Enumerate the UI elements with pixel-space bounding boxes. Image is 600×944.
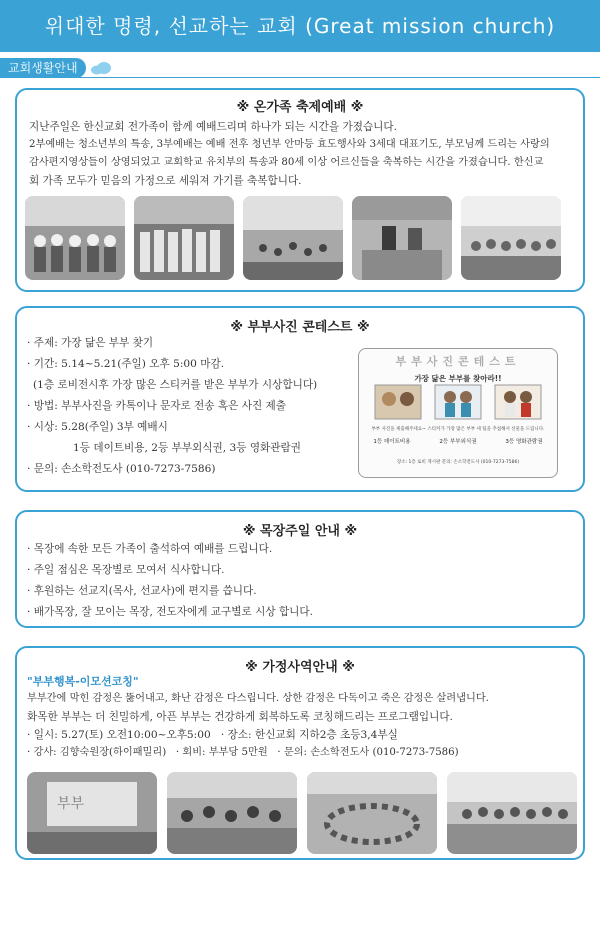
ministry-line: 화목한 부부는 더 친밀하게, 아픈 부부는 건강하게 회복하도록 코칭해드리는 프로그램입니다. bbox=[27, 711, 453, 723]
contest-contact: · 문의: 손소학전도사 (010-7273-7586) bbox=[27, 463, 216, 475]
couple-contest-title: ※ 부부사진 콘테스트 ※ bbox=[230, 320, 370, 335]
festival-photo-3 bbox=[243, 196, 343, 280]
ministry-photo-2 bbox=[167, 772, 297, 854]
festival-paragraph: 회 가족 모두가 믿음의 가정으로 세워져 가기를 축복합니다. bbox=[29, 175, 302, 187]
banner-title: 위대한 명령, 선교하는 교회 (Great mission church) bbox=[44, 14, 556, 38]
section-tag bbox=[0, 58, 112, 78]
cell-item: · 후원하는 선교지(목사, 선교사)에 편지를 씁니다. bbox=[27, 585, 257, 597]
contest-period: · 기간: 5.14~5.21(주일) 오후 5:00 마감. bbox=[27, 358, 225, 370]
contest-topic: · 주제: 가장 닮은 부부 찾기 bbox=[27, 337, 154, 349]
poster-prize-2: 2등 부부외식권 bbox=[439, 439, 477, 445]
contest-period-note: (1층 로비전시후 가장 많은 스티커를 받은 부부가 시상합니다) bbox=[33, 379, 318, 391]
cell-sunday-title: ※ 목장주일 안내 ※ bbox=[242, 524, 358, 539]
festival-photo-2 bbox=[134, 196, 234, 280]
cell-sunday-box bbox=[15, 510, 585, 628]
contest-prizes: 1등 데이트비용, 2등 부부외식권, 3등 영화관람권 bbox=[73, 442, 301, 454]
cell-item: · 배가목장, 잘 모이는 목장, 전도자에게 교구별로 시상 합니다. bbox=[27, 606, 314, 618]
festival-photo-4 bbox=[352, 196, 452, 280]
poster-subtitle: 가장 닮은 부부를 찾아라!! bbox=[414, 374, 502, 383]
ministry-photo-3 bbox=[307, 772, 437, 854]
poster-prizes bbox=[359, 437, 557, 445]
poster-description: 부부 사진을 제출해주세요~ 스티커가 가장 많은 부부 세 팀을 추첨해서 선물을 드립니다. bbox=[371, 427, 545, 432]
couple-contest-box bbox=[15, 306, 585, 492]
festival-photo-1 bbox=[25, 196, 125, 280]
poster-prize-3: 3등 영화관람권 bbox=[505, 439, 543, 445]
family-festival-title: ※ 온가족 축제예배 ※ bbox=[236, 100, 364, 115]
cloud-icon bbox=[90, 61, 112, 75]
family-festival-box bbox=[15, 88, 585, 292]
festival-paragraph: 지난주일은 한신교회 전가족이 함께 예배드리며 하나가 되는 시간을 가졌습니다. bbox=[29, 121, 398, 133]
cell-item: · 목장에 속한 모든 가족이 출석하여 예배를 드립니다. bbox=[27, 543, 273, 555]
contest-method: · 방법: 부부사진을 카톡이나 문자로 전송 혹은 사진 제출 bbox=[27, 400, 287, 412]
ministry-line: 부부간에 막힌 감정은 뚫어내고, 화난 감정은 다스립니다. 상한 감정은 다독이고 죽은 감정은 살려냅니다. bbox=[27, 693, 489, 704]
ministry-schedule: · 일시: 5.27(토) 오전10:00~오후5:00 · 장소: 한신교회 지하2층 초등3,4부실 bbox=[27, 729, 398, 741]
contest-poster bbox=[358, 348, 558, 478]
family-ministry-box bbox=[15, 646, 585, 860]
ministry-subtitle: "부부행복-이모션코칭" bbox=[27, 675, 139, 688]
section-divider bbox=[0, 77, 600, 78]
poster-photos bbox=[359, 383, 557, 423]
svg-text:부부: 부부 bbox=[57, 796, 85, 812]
festival-paragraph: 2부예배는 청소년부의 특송, 3부예배는 예배 전후 청년부 안마등 효도행사와 3세대 대표기도, 부모님께 드리는 사랑의 bbox=[29, 139, 550, 150]
cell-item: · 주일 점심은 목장별로 모여서 식사합니다. bbox=[27, 564, 225, 576]
festival-photo-5 bbox=[461, 196, 561, 280]
ministry-photo-1 bbox=[27, 772, 157, 854]
page-banner bbox=[0, 0, 600, 52]
poster-contact: 장소: 1층 로비 게시판 문의: 손소학전도사 (010-7273-7586) bbox=[396, 460, 520, 465]
festival-paragraph: 감사편지영상들이 상영되었고 교회학교 유치부의 특송과 80세 이상 어르신들을 축복하는 시간을 가졌습니다. 한신교 bbox=[29, 157, 544, 168]
ministry-photo-4 bbox=[447, 772, 577, 854]
poster-title: 부부사진콘테스트 bbox=[395, 355, 521, 368]
family-ministry-title: ※ 가정사역안내 ※ bbox=[245, 660, 355, 675]
section-label: 교회생활안내 bbox=[0, 58, 86, 78]
contest-award: · 시상: 5.28(주일) 3부 예배시 bbox=[27, 421, 168, 433]
poster-prize-1: 1등 데이트비용 bbox=[373, 439, 411, 445]
ministry-instructor: · 강사: 김향숙원장(하이패밀리) · 회비: 부부당 5만원 · 문의: 손소학전도사 (010-7273-7586) bbox=[27, 747, 459, 758]
